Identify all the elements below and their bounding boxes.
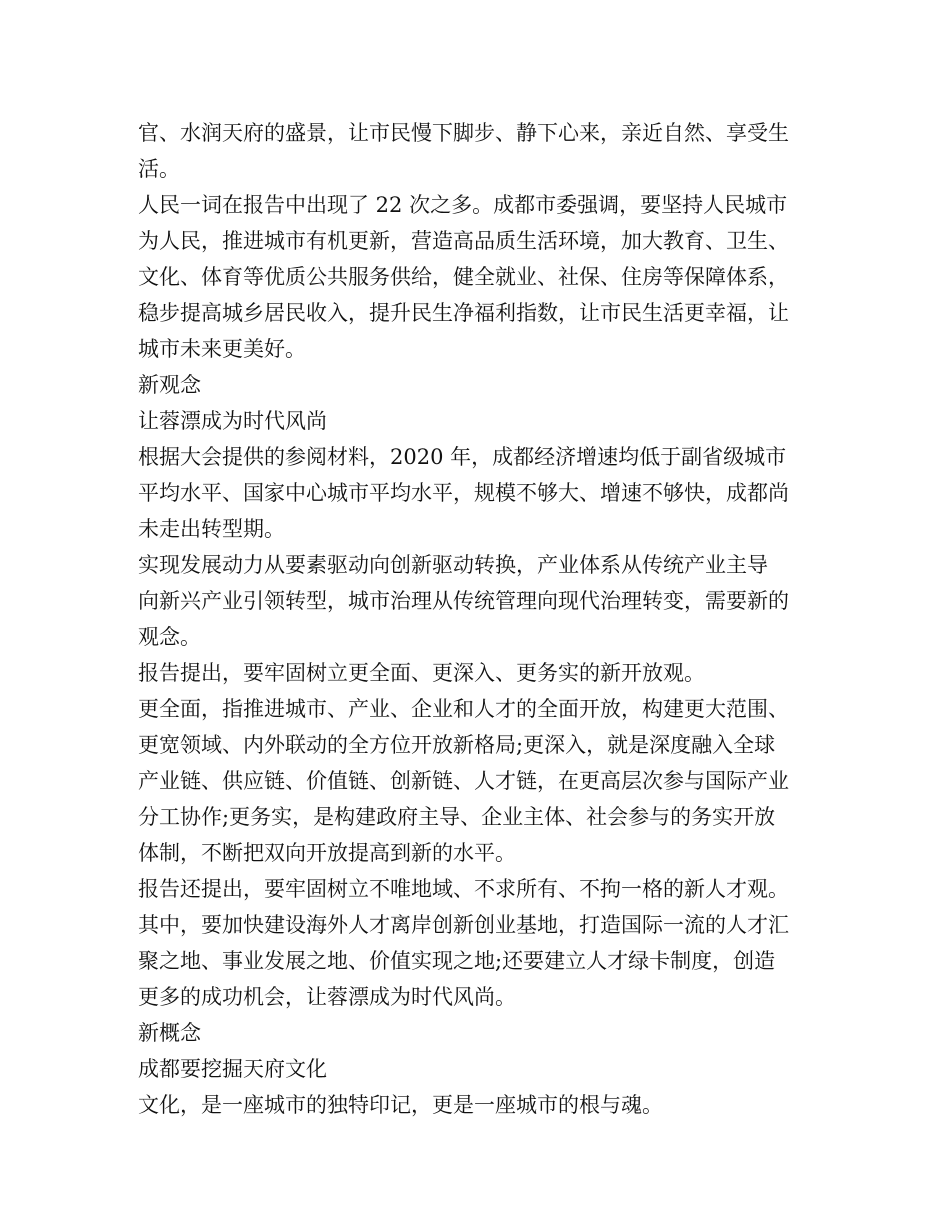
text-line: 人民一词在报告中出现了 22 次之多。成都市委强调，要坚持人民城市 (138, 193, 788, 217)
text-line: 产业链、供应链、价值链、创新链、人才链，在更高层次参与国际产业 (138, 769, 789, 793)
text-line: 报告还提出，要牢固树立不唯地域、不求所有、不拘一格的新人才观。 (138, 877, 789, 901)
text-line: 未走出转型期。 (138, 517, 285, 541)
text-line: 城市未来更美好。 (138, 337, 306, 361)
section-subheading: 让蓉漂成为时代风尚 (138, 409, 327, 433)
text-line: 观念。 (138, 625, 201, 649)
text-line: 根据大会提供的参阅材料，2020 年，成都经济增速均低于副省级城市 (138, 445, 787, 469)
text-line: 更多的成功机会，让蓉漂成为时代风尚。 (138, 985, 516, 1009)
section-subheading: 成都要挖掘天府文化 (138, 1057, 327, 1081)
section-heading: 新观念 (138, 373, 201, 397)
text-line: 更全面，指推进城市、产业、企业和人才的全面开放，构建更大范围、 (138, 697, 789, 721)
text-line: 分工协作;更务实，是构建政府主导、企业主体、社会参与的务实开放 (138, 805, 776, 829)
text-line: 向新兴产业引领转型，城市治理从传统管理向现代治理转变，需要新的 (138, 589, 789, 613)
text-line: 体制，不断把双向开放提高到新的水平。 (138, 841, 516, 865)
text-line: 活。 (138, 157, 180, 181)
text-line: 平均水平、国家中心城市平均水平，规模不够大、增速不够快，成都尚 (138, 481, 789, 505)
text-line: 更宽领域、内外联动的全方位开放新格局;更深入，就是深度融入全球 (138, 733, 776, 757)
article-body (138, 115, 828, 1123)
text-line: 报告提出，要牢固树立更全面、更深入、更务实的新开放观。 (138, 661, 705, 685)
section-heading: 新概念 (138, 1021, 201, 1045)
text-line: 为人民，推进城市有机更新，营造高品质生活环境，加大教育、卫生、 (138, 229, 789, 253)
text-line: 文化，是一座城市的独特印记，更是一座城市的根与魂。 (138, 1093, 663, 1117)
text-line: 聚之地、事业发展之地、价值实现之地;还要建立人才绿卡制度，创造 (138, 949, 776, 973)
text-line: 文化、体育等优质公共服务供给，健全就业、社保、住房等保障体系， (138, 265, 789, 289)
text-line: 实现发展动力从要素驱动向创新驱动转换，产业体系从传统产业主导 (138, 553, 768, 577)
text-line: 稳步提高城乡居民收入，提升民生净福利指数，让市民生活更幸福，让 (138, 301, 789, 325)
text-line: 其中，要加快建设海外人才离岸创新创业基地，打造国际一流的人才汇 (138, 913, 789, 937)
text-line: 官、水润天府的盛景，让市民慢下脚步、静下心来，亲近自然、享受生 (138, 121, 789, 145)
